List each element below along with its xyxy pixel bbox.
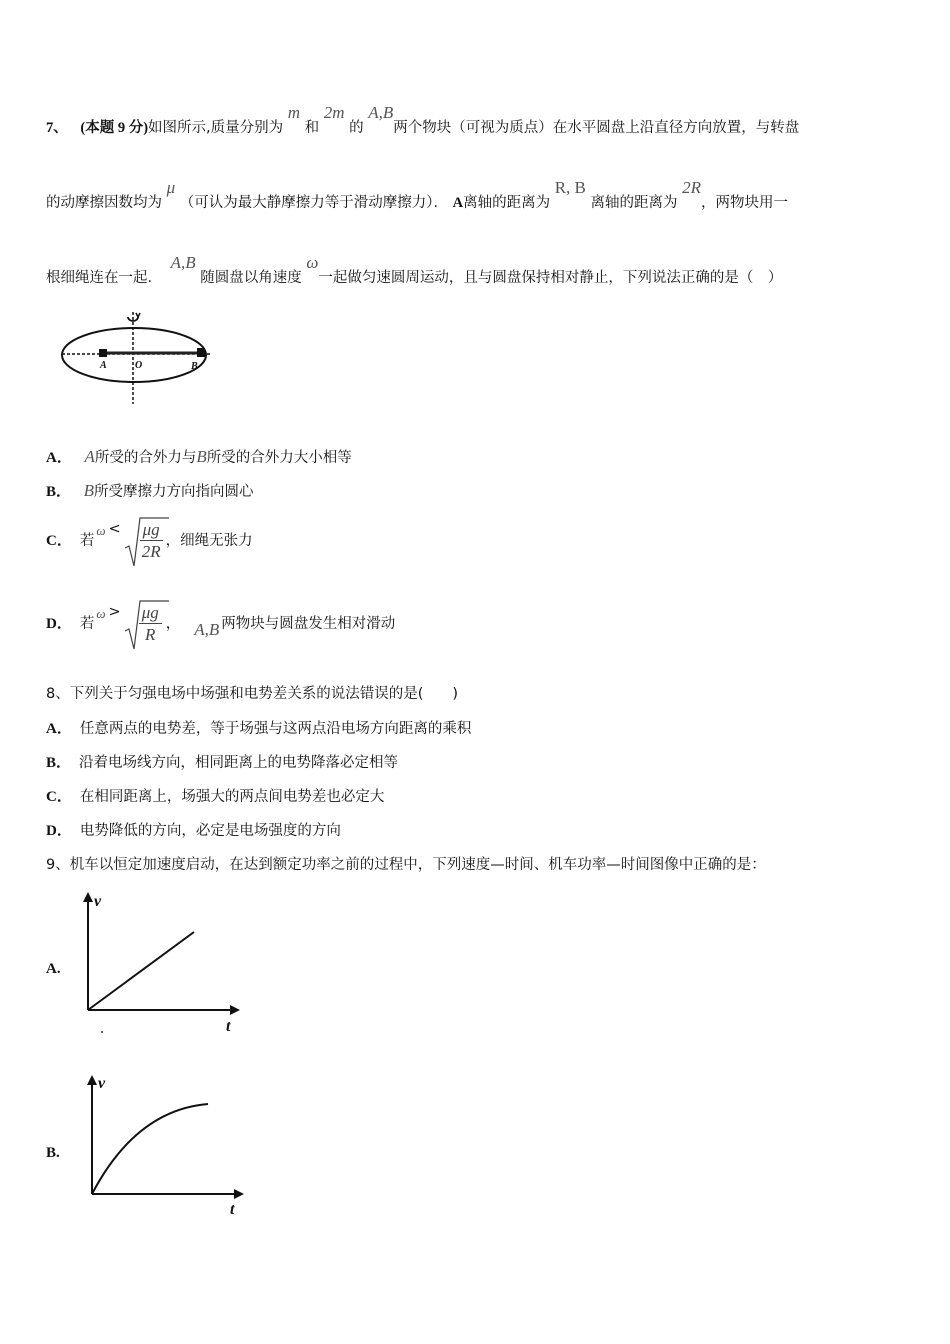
q8-option-a[interactable] [46,717,471,738]
fraction-numerator: μg [139,603,162,624]
q7-text: 一起做匀速圆周运动，且与圆盘保持相对静止，下列说法正确的是（ ） [318,270,783,286]
rotating-disk-figure [56,308,216,408]
fraction-denominator: R [145,624,156,644]
fraction-denominator: 2R [141,541,161,561]
q7-text: 和 [304,120,320,136]
q7-text: 两个物块（可视为质点）在水平圆盘上沿直径方向放置，与转盘 [393,120,800,136]
sqrt-expression [124,599,162,646]
option-text: 所受的合外力大小相等 [206,450,352,466]
q9-stem [46,853,766,874]
math-ab: A,B [368,103,394,122]
option-text: 所受摩擦力方向指向圆心 [94,484,254,500]
option-text: 在相同距离上，场强大的两点间电势差也必定大 [79,789,385,805]
math-less-than: < [108,521,121,537]
option-text: 所受的合外力与 [94,450,197,466]
math-ab: A,B [170,253,196,272]
option-label: B. [46,1145,60,1161]
option-label: D． [46,615,72,632]
q7-text: 的 [349,120,364,136]
q7-text: 随圆盘以角速度 [200,270,302,286]
figure-label-b: B [191,361,198,372]
option-text: 沿着电场线方向，相同距离上的电势降落必定相等 [79,755,399,771]
velocity-time-graph-curve [76,1068,276,1218]
x-axis-label: t [226,1018,231,1035]
math-a: A [84,447,95,466]
option-text: 若 [79,532,95,549]
option-text: ， [165,615,181,632]
q7-text: A [452,195,464,211]
figure-label-a: A [100,360,107,371]
option-label: A． [46,450,72,466]
q7-text: 离轴的距离为 [590,195,678,211]
q9-option-b[interactable] [46,1068,266,1218]
q7-text: 离轴的距离为 [463,195,551,211]
option-label: A. [46,961,61,977]
option-label: B． [46,755,72,771]
math-omega: ω [96,523,106,538]
q7-option-b[interactable] [46,480,254,501]
q8-option-c[interactable] [46,785,384,806]
q7-line-3 [46,253,783,287]
q7-option-c[interactable] [46,513,253,565]
figure-label-o: O [135,360,143,371]
q7-score: (本题 9 分) [80,120,149,136]
math-mu: μ [166,178,176,197]
option-label: B． [46,484,72,500]
option-label: C． [46,789,72,805]
math-omega: ω [96,606,106,621]
math-b: B [83,481,95,500]
math-2r: 2R [682,178,702,197]
math-greater-than: > [108,604,121,620]
q7-line-2 [46,178,789,212]
y-axis-label: v [94,893,102,910]
option-text: ，细绳无张力 [165,532,253,549]
option-label: D． [46,823,72,839]
q7-text: ，两物块用一 [701,195,789,211]
q7-text: 根细绳连在一起． [46,270,162,286]
x-axis-label: t [230,1201,235,1218]
math-r-b: R, B [554,178,586,197]
option-text: 若 [79,615,95,632]
sqrt-expression [124,516,164,563]
q7-option-a[interactable] [46,446,352,467]
q7-text: （可认为最大静摩擦力等于滑动摩擦力）． [179,195,449,211]
option-label: A． [46,721,72,737]
q7-line-1 [46,103,800,137]
q8-option-b[interactable] [46,751,398,772]
velocity-time-graph-linear [76,888,276,1038]
q7-number: 7、 [46,120,68,136]
q9-option-a[interactable] [46,888,266,1038]
question-stem: 8、下列关于匀强电场中场强和电势差关系的说法错误的是( ) [46,686,459,702]
math-b: B [196,447,207,466]
q7-option-d[interactable] [46,596,395,648]
option-text: 电势降低的方向，必定是电场强度的方向 [79,823,341,839]
fraction-numerator: μg [140,520,163,541]
math-ab: A,B [194,620,220,639]
y-axis-label: v [98,1075,106,1092]
q7-text: 如图所示,质量分别为 [148,120,284,136]
math-omega: ω [306,253,319,272]
question-stem: 9、机车以恒定加速度启动，在达到额定功率之前的过程中，下列速度—时间、机车功率—时间图像中正确的是： [46,857,766,873]
q8-option-d[interactable] [46,819,341,840]
q8-stem [46,682,458,703]
option-text: 任意两点的电势差，等于场强与这两点沿电场方向距离的乘积 [79,721,472,737]
option-label: C． [46,532,72,549]
option-text: 两物块与圆盘发生相对滑动 [221,615,396,632]
q7-text: 的动摩擦因数均为 [46,195,162,211]
math-2m: 2m [323,103,345,122]
math-m: m [287,103,301,122]
